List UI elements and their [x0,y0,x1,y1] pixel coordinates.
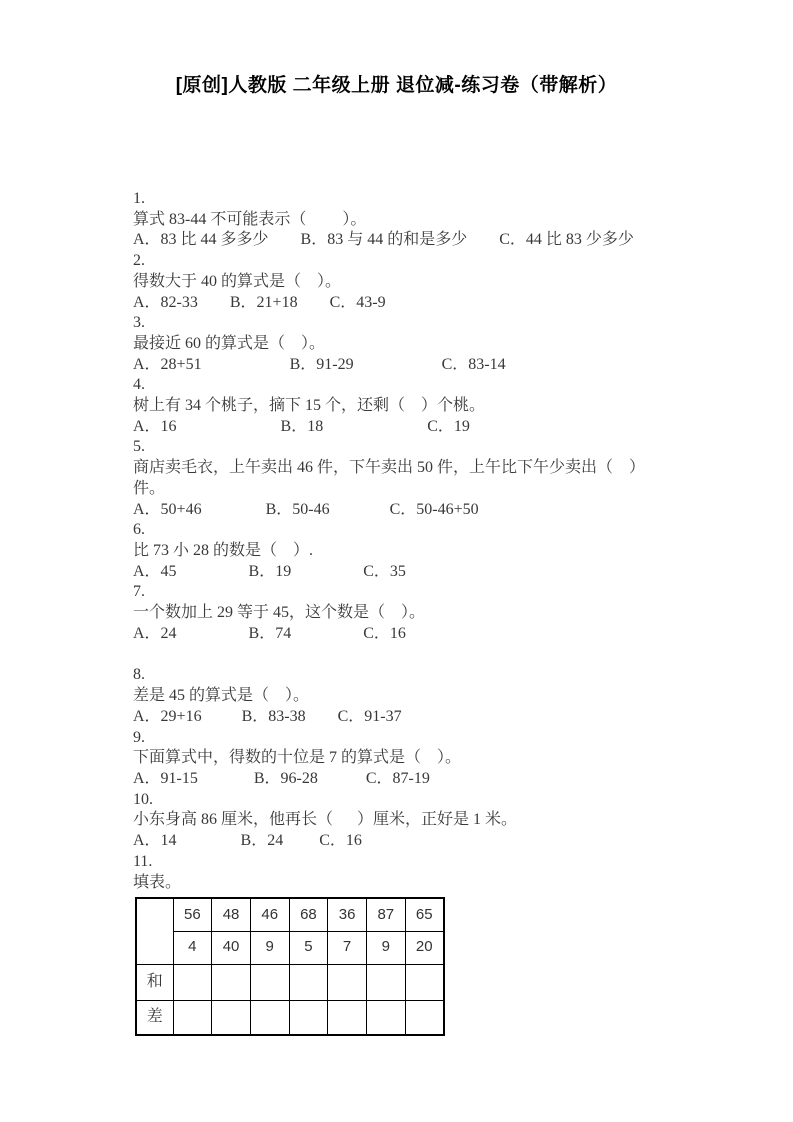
table-cell: 46 [250,898,289,931]
table-cell-blank [173,1000,212,1035]
question-4-number: 4. [133,376,145,394]
table-cell-blank [405,964,444,1000]
table-cell-blank [289,964,328,1000]
question-3-number: 3. [133,314,145,332]
table-cell-blank [250,1000,289,1035]
table-row-difference [136,1000,444,1035]
fill-in-table [135,897,445,1036]
question-9-text: 下面算式中，得数的十位是 7 的算式是（ ）。 [133,749,462,767]
question-8-options: A．29+16 B．83-38 C．91-37 [133,707,402,725]
table-cell-blank [328,964,367,1000]
table-row-addend2 [136,931,444,964]
question-1-text: 算式 83-44 不可能表示（ ）。 [133,210,367,228]
question-7 [133,582,763,644]
question-4-text: 树上有 34 个桃子，摘下 15 个，还剩（ ）个桃。 [133,397,486,415]
question-6-options: A．45 B．19 C．35 [133,562,406,580]
question-1 [133,189,763,251]
table-row-label-difference: 差 [136,1000,173,1035]
table-cell: 4 [173,931,212,964]
question-3-options: A．28+51 B．91-29 C．83-14 [133,355,506,373]
question-6 [133,520,763,582]
question-5-text-continued: 件。 [133,479,166,497]
question-9 [133,728,763,790]
table-cell-blank [366,1000,405,1035]
table-cell-blank [212,1000,251,1035]
table-cell-blank [328,1000,367,1035]
question-2-options: A．82-33 B．21+18 C．43-9 [133,293,386,311]
table-cell-blank [289,1000,328,1035]
table-corner-cell [136,898,173,964]
question-3 [133,313,763,375]
table-cell: 9 [250,931,289,964]
table-cell: 56 [173,898,212,931]
table-cell-blank [212,964,251,1000]
question-6-number: 6. [133,521,145,539]
question-1-options: A．83 比 44 多多少 B．83 与 44 的和是多少 C．44 比 83 少多少 [133,231,634,249]
table-cell: 9 [366,931,405,964]
question-8-number: 8. [133,666,145,684]
table-cell: 36 [328,898,367,931]
table-row-sum [136,964,444,1000]
question-6-text: 比 73 小 28 的数是（ ）. [133,541,314,559]
question-7-number: 7. [133,583,145,601]
table-row-addend1 [136,898,444,931]
question-5-options: A．50+46 B．50-46 C．50-46+50 [133,500,479,518]
table-cell: 7 [328,931,367,964]
question-5-text: 商店卖毛衣，上午卖出 46 件，下午卖出 50 件，上午比下午少卖出（ ） [133,459,646,477]
question-3-text: 最接近 60 的算式是（ ）。 [133,334,326,352]
question-10-number: 10. [133,790,153,808]
question-10-text: 小东身高 86 厘米，他再长（ ）厘米，正好是 1 米。 [133,811,518,829]
questions-section [133,189,763,1036]
table-row-label-sum: 和 [136,964,173,1000]
question-10-options: A．14 B．24 C．16 [133,832,362,850]
table-cell: 5 [289,931,328,964]
table-cell: 20 [405,931,444,964]
question-4-options: A．16 B．18 C．19 [133,417,470,435]
table-cell-blank [366,964,405,1000]
page-title: [原创]人教版 二年级上册 退位减-练习卷（带解析） [175,75,618,96]
question-7-options: A．24 B．74 C．16 [133,624,406,642]
question-9-number: 9. [133,728,145,746]
table-cell-blank [405,1000,444,1035]
question-10 [133,790,763,852]
question-5 [133,437,763,520]
question-9-options: A．91-15 B．96-28 C．87-19 [133,769,430,787]
table-cell-blank [250,964,289,1000]
question-4 [133,375,763,437]
question-2-text: 得数大于 40 的算式是（ ）。 [133,272,342,290]
table-cell: 65 [405,898,444,931]
table-cell: 48 [212,898,251,931]
question-8-text: 差是 45 的算式是（ ）。 [133,687,310,705]
question-11-text: 填表。 [133,873,182,891]
question-5-number: 5. [133,438,145,456]
question-8 [133,665,763,727]
table-cell-blank [173,964,212,1000]
table-cell: 68 [289,898,328,931]
question-1-number: 1. [133,190,145,207]
question-11 [133,852,763,893]
table-cell: 87 [366,898,405,931]
question-2-number: 2. [133,252,145,270]
question-2 [133,251,763,313]
table-cell: 40 [212,931,251,964]
question-7-text: 一个数加上 29 等于 45，这个数是（ ）。 [133,604,426,622]
question-11-number: 11. [133,852,153,870]
